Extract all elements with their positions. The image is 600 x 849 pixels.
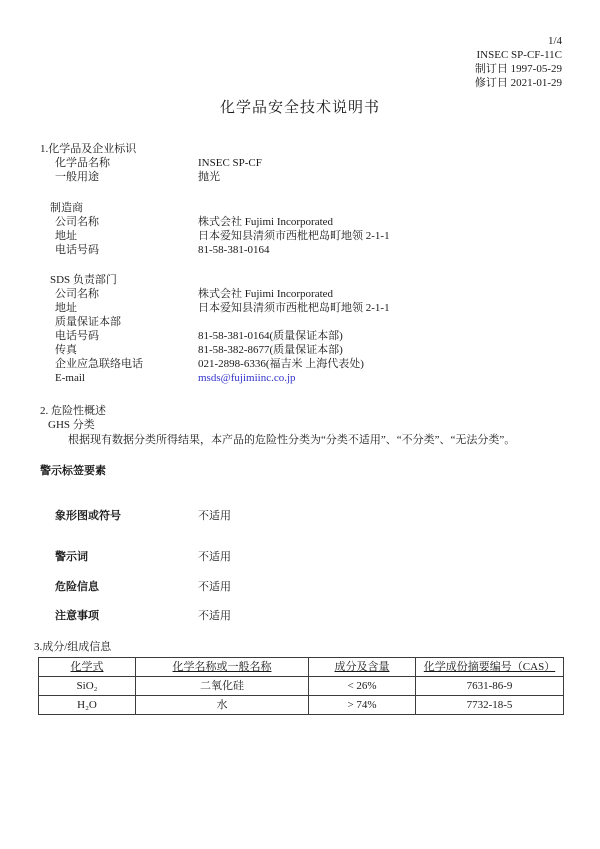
warning-value: 不适用: [198, 510, 231, 522]
revised-date-line: 修订日 2021-01-29: [474, 77, 562, 89]
field-label: 地址: [55, 230, 77, 242]
field-row: [55, 287, 562, 301]
table-row: [39, 696, 564, 715]
document-title: 化学品安全技术说明书: [219, 100, 380, 116]
warning-label: 注意事项: [55, 610, 99, 622]
field-value: 81-58-381-0164(质量保证本部): [198, 330, 343, 342]
field-label: 电话号码: [55, 330, 99, 342]
table-header-row: [39, 658, 564, 677]
field-value: 抛光: [198, 171, 220, 183]
cell-content: < 26%: [309, 677, 416, 696]
field-row: [55, 371, 562, 385]
field-value: 81-58-381-0164: [198, 244, 270, 256]
warning-value: 不适用: [198, 581, 231, 593]
cell-formula: SiO₂: [39, 677, 136, 696]
section-identification: [38, 142, 562, 385]
warning-label: 警示词: [55, 551, 88, 563]
cell-name: 水: [136, 696, 309, 715]
header-chemical-formula: 化学式: [39, 658, 136, 677]
field-value: 株式会社 Fujimi Incorporated: [198, 288, 334, 300]
document-code: INSEC SP-CF-11C: [476, 49, 562, 61]
field-row: [55, 215, 562, 229]
header-cas-number: 化学成份摘要编号（CAS）: [416, 658, 564, 677]
field-value: [198, 315, 562, 329]
field-value: 日本爱知县清须市西枇杷岛町地领 2-1-1: [198, 302, 390, 314]
manufacturer-group: [38, 201, 562, 257]
cell-formula: H₂O: [39, 696, 136, 715]
field-label: 传真: [55, 344, 77, 356]
document-meta: [38, 34, 562, 90]
warning-row: [55, 509, 562, 523]
created-date-line: 制订日 1997-05-29: [474, 63, 562, 75]
field-row: [55, 156, 562, 170]
cell-cas: 7732-18-5: [416, 696, 564, 715]
section3-heading: 3.成分/组成信息: [34, 641, 112, 653]
field-row: [55, 329, 562, 343]
field-row: [55, 170, 562, 184]
section-hazard-overview: [38, 404, 562, 623]
field-row: [55, 357, 562, 371]
warning-value: 不适用: [198, 551, 231, 563]
warning-label-elements-heading: 警示标签要素: [40, 465, 106, 477]
warning-row: [55, 550, 562, 564]
field-row: [55, 301, 562, 315]
field-value: 株式会社 Fujimi Incorporated: [198, 216, 334, 228]
composition-table: [38, 657, 564, 715]
email-link[interactable]: msds@fujimiinc.co.jp: [198, 372, 296, 384]
ghs-classification-label: GHS 分类: [48, 419, 95, 431]
field-label: 地址: [55, 302, 77, 314]
warning-row: [55, 609, 562, 623]
field-label: E-mail: [55, 372, 85, 384]
field-value: 81-58-382-8677(质量保证本部): [198, 344, 343, 356]
field-row: [55, 343, 562, 357]
section-composition: [34, 640, 562, 715]
field-row: [55, 243, 562, 257]
warning-row: [55, 580, 562, 594]
cell-content: > 74%: [309, 696, 416, 715]
section2-heading: 2. 危险性概述: [40, 405, 106, 417]
manufacturer-heading: 制造商: [50, 202, 83, 214]
field-label: 电话号码: [55, 244, 99, 256]
table-row: [39, 677, 564, 696]
warning-label: 象形图或符号: [55, 510, 121, 522]
cell-name: 二氧化硅: [136, 677, 309, 696]
sds-department-group: [38, 273, 562, 385]
field-row: [55, 229, 562, 243]
field-value: INSEC SP-CF: [198, 157, 262, 169]
field-value: 日本爱知县清须市西枇杷岛町地领 2-1-1: [198, 230, 390, 242]
field-label: 企业应急联络电话: [55, 358, 143, 370]
header-chemical-name: 化学名称或一般名称: [136, 658, 309, 677]
field-label: 一般用途: [55, 171, 99, 183]
field-label: 公司名称: [55, 216, 99, 228]
section1-heading: 1.化学品及企业标识: [40, 143, 137, 155]
field-label: 公司名称: [55, 288, 99, 300]
cell-cas: 7631-86-9: [416, 677, 564, 696]
warning-value: 不适用: [198, 610, 231, 622]
field-row: [55, 315, 562, 329]
field-value: 021-2898-6336(福吉米 上海代表处): [198, 358, 364, 370]
header-content: 成分及含量: [309, 658, 416, 677]
ghs-classification-text: 根据现有数据分类所得结果，本产品的危险性分类为“分类不适用”、“不分类”、“无法分类”。: [68, 434, 516, 446]
field-label: 质量保证本部: [55, 316, 121, 328]
sds-department-heading: SDS 负责部门: [50, 274, 117, 286]
field-label: 化学品名称: [55, 157, 110, 169]
page-number: 1/4: [547, 35, 562, 47]
warning-label: 危险信息: [55, 581, 99, 593]
